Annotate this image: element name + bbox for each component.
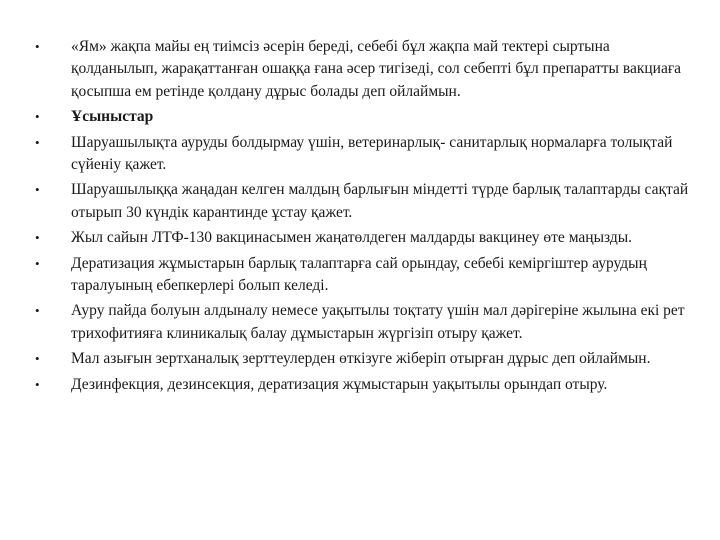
list-item <box>35 374 700 396</box>
list-item-text: Шаруашылыққа жаңадан келген малдың барлығын міндетті түрде барлық талаптарды сақтай отырып 30 күндік карантинде ұстау қажет. <box>71 181 689 221</box>
bullet-marker: • <box>35 134 40 150</box>
list-item-text: «Ям» жақпа майы ең тиімсіз әсерін береді, себебі бұл жақпа май тектері сыртына қолданылып, жарақаттанған ошаққа ғана әсер тигізеді, сол себепті бұл препаратты вакциаға қосыпша ем ретінде қолдану дұрыс болады деп ойлаймын. <box>71 38 682 100</box>
list-item <box>35 179 700 224</box>
bullet-list <box>35 36 700 396</box>
bullet-marker: • <box>35 230 40 246</box>
bullet-marker: • <box>35 182 40 198</box>
list-item <box>35 300 700 345</box>
bullet-marker: • <box>35 39 40 54</box>
list-item <box>35 348 700 370</box>
recommendations-heading: Ұсыныстар <box>71 108 154 126</box>
list-item <box>35 132 700 177</box>
bullet-marker: • <box>35 376 40 392</box>
list-item-text: Дератизация жұмыстарын барлық талаптарға сай орындау, себебі кемiргiштер аурудың таралуының ебепкерлері болып келеді. <box>71 254 647 295</box>
bullet-marker: • <box>35 109 40 125</box>
section-heading <box>35 106 700 128</box>
list-item <box>35 227 700 249</box>
list-item-text: Шаруашылықта ауруды болдырмау үшін, ветеринарлық- санитарлық нормаларға толықтай сүйеніу қажет. <box>71 133 673 174</box>
list-item <box>35 36 700 103</box>
list-item <box>35 253 700 298</box>
list-item-text: Ауру пайда болуын алдыналу немесе уақытылы тоқтату үшін мал дәрігеріне жылына екі рет трихофитияға клиникалық балау дұмыстарын жүргізіп отыру қажет. <box>71 302 685 342</box>
list-item-text: Дезинфекция, дезинсекция, дератизация жұмыстарын уақытылы орындап отыру. <box>71 375 608 393</box>
list-item-text: Жыл сайын ЛТФ-130 вакцинасымен жаңатөлдеген малдарды вакцинеу өте маңызды. <box>71 229 632 247</box>
bullet-marker: • <box>35 255 40 271</box>
bullet-marker: • <box>35 351 40 367</box>
list-item-text: Мал азығын зертханалық зерттеулерден өткізуге жіберіп отырған дұрыс деп ойлаймын. <box>71 350 651 368</box>
bullet-marker: • <box>35 303 40 319</box>
